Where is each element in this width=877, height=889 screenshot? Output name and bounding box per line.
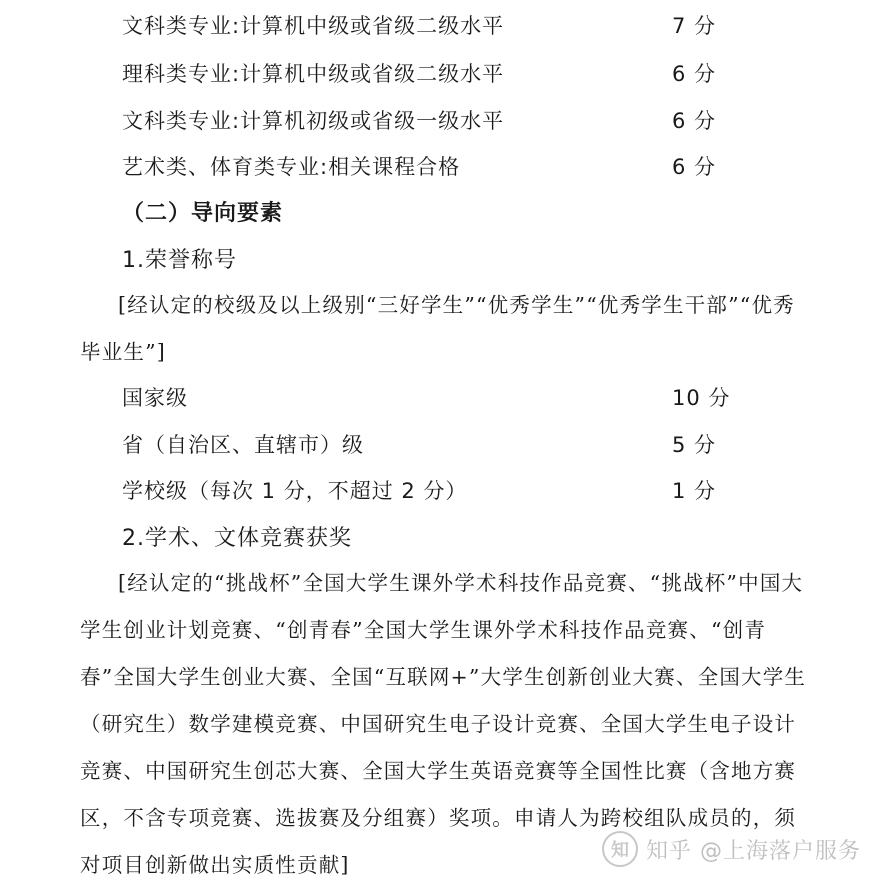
honor-row xyxy=(122,473,742,507)
score-row-label: 文科类专业:计算机中级或省级二级水平 xyxy=(122,14,505,38)
score-row xyxy=(122,103,742,137)
score-row-value: 6 分 xyxy=(672,155,717,179)
competition-description: [经认定的“挑战杯”全国大学生课外学术科技作品竞赛、“挑战杯”中国大学生创业计划竞赛、“创青春”全国大学生课外学术科技作品竞赛、“创青春”全国大学生创业大赛、全国“互联网+”大学生创新创业大赛、全国大学生（研究生）数学建模竞赛、中国研究生电子设计竞赛、全国大学生电子设计竞赛、中国研究生创芯大赛、全国大学生英语竞赛等全国性比赛（含地方赛区，不含专项竞赛、选拔赛及分组赛）奖项。申请人为跨校组队成员的，须对项目创新做出实质性贡献] xyxy=(80,571,807,877)
honor-row-label: 省（自治区、直辖市）级 xyxy=(122,433,364,457)
honor-row xyxy=(122,380,742,414)
honor-description: [经认定的校级及以上级别“三好学生”“优秀学生”“优秀学生干部”“优秀毕业生”] xyxy=(80,293,795,364)
score-row-label: 理科类专业:计算机中级或省级二级水平 xyxy=(122,62,505,86)
honor-title: 1.荣誉称号 xyxy=(122,248,237,273)
honor-row-label: 国家级 xyxy=(122,386,188,410)
score-row-label: 艺术类、体育类专业:相关课程合格 xyxy=(122,155,461,179)
competition-title: 2.学术、文体竞赛获奖 xyxy=(122,526,352,551)
honor-row-value: 1 分 xyxy=(672,479,717,503)
score-row-value: 7 分 xyxy=(672,14,717,38)
score-row-value: 6 分 xyxy=(672,62,717,86)
watermark xyxy=(602,831,861,867)
score-row xyxy=(122,149,742,183)
score-row xyxy=(122,56,742,90)
section-heading: （二）导向要素 xyxy=(122,201,284,226)
honor-row-value: 10 分 xyxy=(672,386,731,410)
honor-row-label: 学校级（每次 1 分，不超过 2 分） xyxy=(122,479,468,503)
score-row xyxy=(122,8,742,42)
zhihu-logo-icon: 知 xyxy=(602,831,638,867)
honor-row-value: 5 分 xyxy=(672,433,717,457)
honor-row xyxy=(122,427,742,461)
score-row-label: 文科类专业:计算机初级或省级一级水平 xyxy=(122,109,505,133)
score-row-value: 6 分 xyxy=(672,109,717,133)
watermark-text: 知乎 @上海落户服务 xyxy=(646,838,861,864)
